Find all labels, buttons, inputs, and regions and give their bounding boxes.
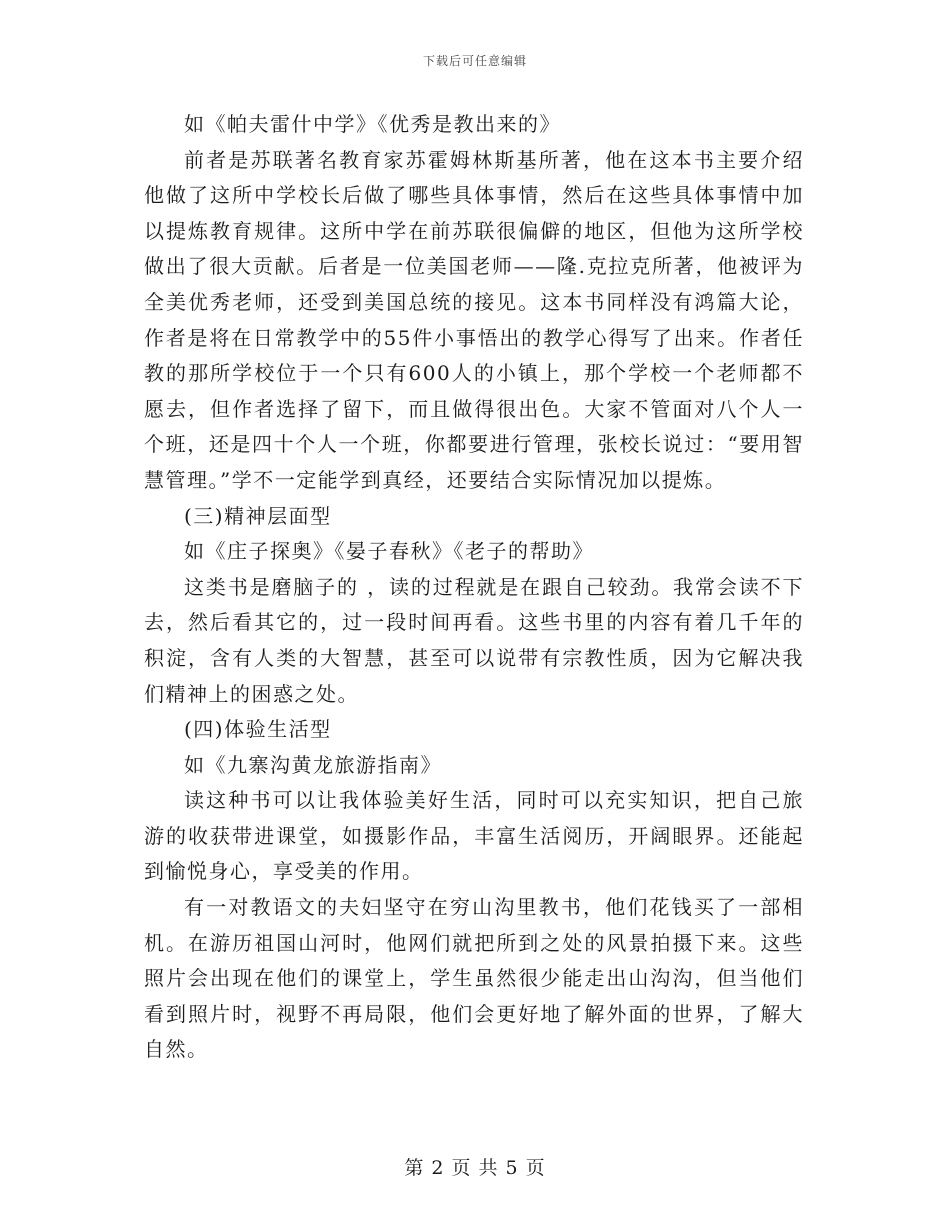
paragraph-book-review-1: 前者是苏联著名教育家苏霍姆林斯基所著，他在这本书主要介绍他做了这所中学校长后做了哪些具体事情，然后在这些具体事情中加以提炼教育规律。这所中学在前苏联很偏僻的地区，但他为这所学校做出了很大贡献。后者是一位美国老师——隆.克拉克所著，他被评为全美优秀老师，还受到美国总统的接见。这本书同样没有鸿篇大论，作者是将在日常教学中的55件小事悟出的教学心得写了出来。作者任教的那所学校位于一个只有600人的小镇上，那个学校一个老师都不愿去，但作者选择了留下，而且做得很出色。大家不管面对八个人一个班，还是四十个人一个班，你都要进行管理，张校长说过：“要用智慧管理。”学不一定能学到真经，还要结合实际情况加以提炼。 bbox=[144, 147, 804, 492]
section-heading-spiritual: (三)精神层面型 bbox=[184, 503, 332, 528]
section-heading-life-experience: (四)体验生活型 bbox=[184, 717, 332, 742]
paragraph-story: 有一对教语文的夫妇坚守在穷山沟里教书，他们花钱买了一部相机。在游历祖国山河时，他网们就把所到之处的风景拍摄下来。这些照片会出现在他们的课堂上，学生虽然很少能走出山沟沟，但当他们看到照片时，视野不再局限，他们会更好地了解外面的世界，了解大自然。 bbox=[144, 895, 804, 1062]
page-footer: 第 2 页 共 5 页 bbox=[404, 1157, 546, 1179]
paragraph-book-review-3: 读这种书可以让我体验美好生活，同时可以充实知识，把自己旅游的收获带进课堂，如摄影作品，丰富生活阅历，开阔眼界。还能起到愉悦身心，享受美的作用。 bbox=[144, 788, 804, 884]
paragraph-book-examples-2: 如《庄子探奥》《晏子春秋》《老子的帮助》 bbox=[184, 539, 594, 564]
paragraph-book-examples-1: 如《帕夫雷什中学》《优秀是教出来的》 bbox=[184, 112, 561, 136]
page-header: 下载后可任意编辑 bbox=[422, 54, 527, 68]
paragraph-book-review-2: 这类书是磨脑子的 ，读的过程就是在跟自己较劲。我常会读不下去，然后看其它的，过一段时间再看。这些书里的内容有着几千年的积淀，含有人类的大智慧，甚至可以说带有宗教性质，因为它解决我们精神上的困惑之处。 bbox=[144, 574, 804, 706]
paragraph-book-examples-3: 如《九寨沟黄龙旅游指南》 bbox=[184, 752, 442, 777]
document-body bbox=[144, 107, 804, 1068]
